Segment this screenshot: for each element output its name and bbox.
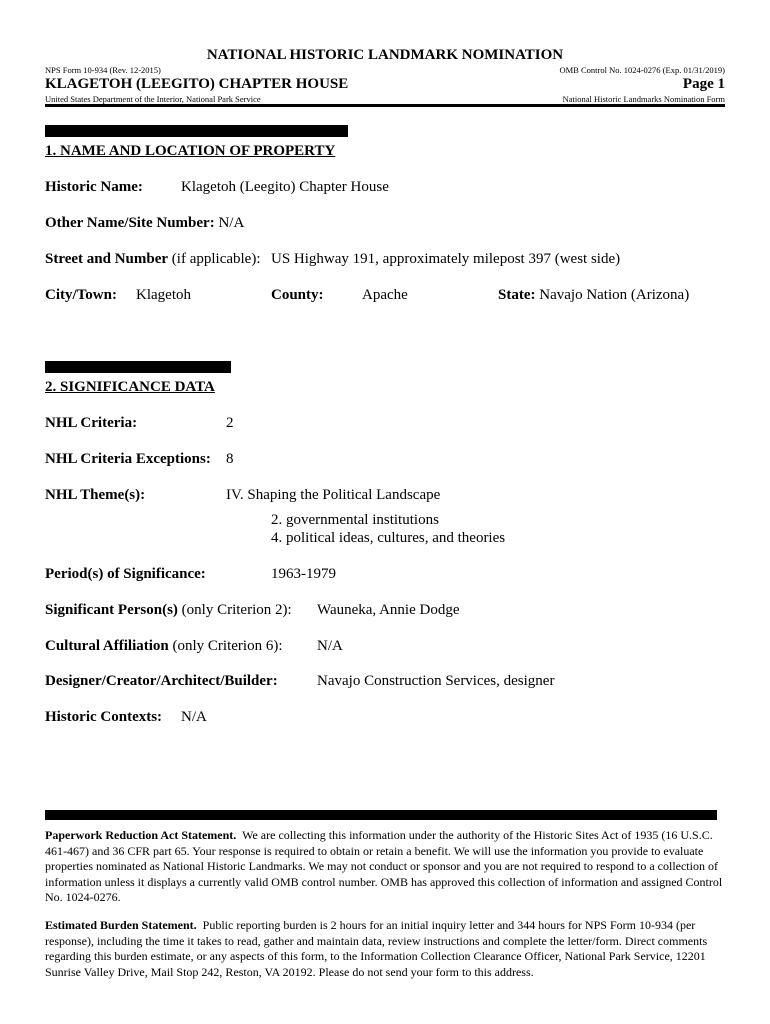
property-name-header: KLAGETOH (LEEGITO) CHAPTER HOUSE <box>45 76 349 92</box>
burden-text: Public reporting burden is 2 hours for an initial inquiry letter and 344 hours for NPS Form 10-934 (per response), including the time it takes to read, gather and maintain data, review instructions and complete the letter/form. Direct comments regarding this burden estimate, or any aspects of this form, to the Information Collection Clearance Officer, National Park Service, 12201 Sunrise Valley Drive, Mail Stop 242, Reston, VA 20192. Please do not send your form to this address. <box>45 918 708 979</box>
paperwork-text: We are collecting this information under the authority of the Historic Sites Act of 1935 (16 U.S.C. 461-467) and 36 CFR part 65. Your response is required to obtain or retain a benefit. We will use the information you provide to evaluate properties nominated as National Historic Landmarks. We may not conduct or sponsor and you are not required to respond to a collection of information unless it displays a currently valid OMB control number. OMB has approved this collection of information and assigned Control No. 1024-0276. <box>45 828 723 904</box>
nhl-theme-sub-1: 2. governmental institutions <box>271 512 439 528</box>
nhl-exceptions-label: NHL Criteria Exceptions: <box>45 451 211 467</box>
state-value: Navajo Nation (Arizona) <box>539 287 690 303</box>
header-rule <box>45 104 725 107</box>
state-row <box>498 287 689 304</box>
period-label: Period(s) of Significance: <box>45 566 206 582</box>
form-number: NPS Form 10-934 (Rev. 12-2015) <box>45 65 161 75</box>
burden-statement <box>45 918 727 980</box>
significant-person-label: Significant Person(s) <box>45 602 178 618</box>
other-name-label: Other Name/Site Number: <box>45 215 215 231</box>
nhl-criteria-label: NHL Criteria: <box>45 415 138 431</box>
cultural-affiliation-value: N/A <box>317 638 343 654</box>
section-2-heading: 2. SIGNIFICANCE DATA <box>45 379 215 395</box>
city-value: Klagetoh <box>136 287 191 303</box>
period-value: 1963-1979 <box>271 566 336 582</box>
designer-value: Navajo Construction Services, designer <box>317 673 555 689</box>
form-name: National Historic Landmarks Nomination Form <box>562 94 725 104</box>
burden-label: Estimated Burden Statement. <box>45 918 197 932</box>
paperwork-statement <box>45 828 727 906</box>
page-number: Page 1 <box>682 76 725 92</box>
street-value: US Highway 191, approximately milepost 397 (west side) <box>271 251 621 267</box>
county-label: County: <box>271 287 324 303</box>
designer-label: Designer/Creator/Architect/Builder: <box>45 673 278 689</box>
section-1-heading: 1. NAME AND LOCATION OF PROPERTY <box>45 143 336 159</box>
county-value: Apache <box>362 287 408 303</box>
nhl-exceptions-value: 8 <box>226 451 234 467</box>
document-title: NATIONAL HISTORIC LANDMARK NOMINATION <box>206 47 564 63</box>
significant-person-value: Wauneka, Annie Dodge <box>317 602 460 618</box>
cultural-affiliation-label: Cultural Affiliation <box>45 638 169 654</box>
state-label: State: <box>498 287 536 303</box>
street-row <box>45 251 261 268</box>
nhl-themes-label: NHL Theme(s): <box>45 487 146 503</box>
historic-contexts-label: Historic Contexts: <box>45 709 163 725</box>
department-line: United States Department of the Interior, National Park Service <box>45 94 261 104</box>
historic-contexts-value: N/A <box>181 709 207 725</box>
cultural-affiliation-qualifier: (only Criterion 6): <box>172 638 283 654</box>
significant-person-row <box>45 602 292 619</box>
significant-person-qualifier: (only Criterion 2): <box>181 602 292 618</box>
historic-name-label: Historic Name: <box>45 179 143 195</box>
historic-name-value: Klagetoh (Leegito) Chapter House <box>181 179 389 195</box>
nhl-criteria-value: 2 <box>226 415 234 431</box>
nhl-theme-main: IV. Shaping the Political Landscape <box>226 487 441 503</box>
paperwork-label: Paperwork Reduction Act Statement. <box>45 828 237 842</box>
other-name-row <box>45 215 244 232</box>
omb-control-number: OMB Control No. 1024-0276 (Exp. 01/31/2019) <box>559 65 725 75</box>
cultural-affiliation-row <box>45 638 283 655</box>
footer-bar <box>45 810 717 820</box>
city-label: City/Town: <box>45 287 117 303</box>
other-name-value: N/A <box>218 215 245 231</box>
section-1-bar <box>45 125 348 137</box>
nhl-theme-sub-2: 4. political ideas, cultures, and theories <box>271 530 506 546</box>
street-label: Street and Number <box>45 251 169 267</box>
section-2-bar <box>45 361 231 373</box>
street-qualifier: (if applicable): <box>171 251 261 267</box>
